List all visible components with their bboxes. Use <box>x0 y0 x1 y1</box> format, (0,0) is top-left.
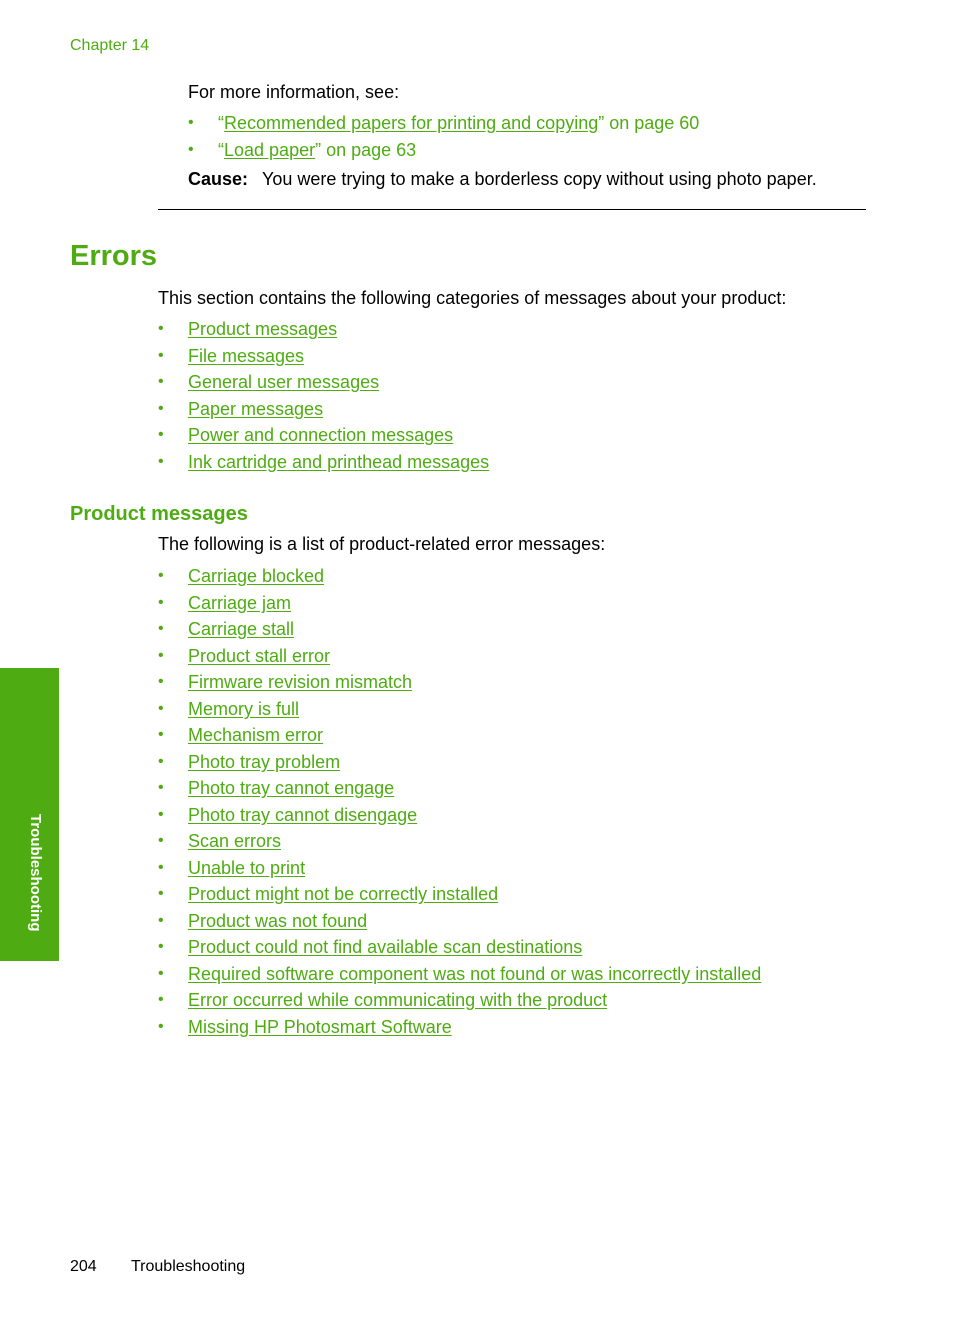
list-link[interactable]: Product could not find available scan destinations <box>188 937 583 957</box>
bullet-icon: • <box>158 452 164 470</box>
list-item <box>158 856 761 883</box>
list-link[interactable]: Carriage blocked <box>188 566 325 586</box>
bullet-icon: • <box>158 567 164 584</box>
bullet-icon: • <box>158 964 164 982</box>
quote-open: “ <box>218 113 224 133</box>
list-item <box>158 423 489 450</box>
link-load-paper[interactable]: Load paper <box>224 140 316 160</box>
bullet-icon: • <box>158 991 164 1008</box>
list-item <box>158 935 761 962</box>
subsection-title: Product messages <box>70 503 248 525</box>
bullet-icon: • <box>158 699 164 717</box>
bullet-icon: • <box>158 373 164 390</box>
bullet-icon: • <box>188 114 194 131</box>
list-link[interactable]: Firmware revision mismatch <box>188 672 413 692</box>
error-link-list <box>158 564 761 1041</box>
list-link[interactable]: File messages <box>188 345 305 366</box>
bullet-icon: • <box>158 593 164 611</box>
bullet-icon: • <box>158 620 164 637</box>
bullet-icon: • <box>158 858 164 876</box>
bullet-icon: • <box>158 752 164 770</box>
list-link[interactable]: Carriage jam <box>188 592 292 613</box>
list-link[interactable]: Paper messages <box>188 398 324 419</box>
list-link[interactable]: Photo tray problem <box>188 751 341 772</box>
bullet-icon: • <box>158 426 164 443</box>
list-item <box>158 962 761 989</box>
list-link[interactable]: Product stall error <box>188 645 331 666</box>
list-link[interactable]: Power and connection messages <box>188 425 454 445</box>
list-item <box>158 1015 761 1042</box>
list-link[interactable]: Carriage stall <box>188 619 295 639</box>
list-item <box>158 803 761 830</box>
list-link[interactable]: Product was not found <box>188 910 368 931</box>
bullet-icon: • <box>158 399 164 417</box>
more-info-text: For more information, see: <box>188 82 400 102</box>
list-item <box>158 776 761 803</box>
divider <box>158 209 866 210</box>
page-reference: ” on page 63 <box>315 140 417 160</box>
list-link[interactable]: Required software component was not found or was incorrectly installed <box>188 963 762 984</box>
section-intro: This section contains the following categories of messages about your product: <box>158 288 787 308</box>
chapter-label: Chapter 14 <box>70 37 150 54</box>
page-reference: ” on page 60 <box>598 113 700 133</box>
list-link[interactable]: Scan errors <box>188 831 282 851</box>
list-item <box>158 723 761 750</box>
bullet-icon: • <box>158 673 164 690</box>
bullet-icon: • <box>158 911 164 929</box>
list-item <box>158 909 761 936</box>
section-title: Errors <box>70 240 158 272</box>
bullet-icon: • <box>158 1017 164 1035</box>
bullet-icon: • <box>158 346 164 364</box>
list-item <box>158 317 489 344</box>
link-recommended-papers[interactable]: Recommended papers for printing and copying <box>224 113 599 133</box>
list-item <box>158 697 761 724</box>
bullet-icon: • <box>158 779 164 796</box>
list-item <box>158 397 489 424</box>
list-item <box>158 564 761 591</box>
bullet-icon: • <box>158 726 164 743</box>
list-item <box>158 644 761 671</box>
list-item <box>158 829 761 856</box>
list-link[interactable]: Unable to print <box>188 857 306 878</box>
side-tab-label: Troubleshooting <box>27 814 44 932</box>
list-link[interactable]: Missing HP Photosmart Software <box>188 1016 452 1037</box>
list-item <box>158 370 489 397</box>
list-link[interactable]: Photo tray cannot engage <box>188 778 395 798</box>
list-item <box>188 111 699 138</box>
section-link-list <box>158 317 489 476</box>
bullet-icon: • <box>158 320 164 337</box>
bullet-icon: • <box>158 805 164 823</box>
list-link[interactable]: Product messages <box>188 319 338 339</box>
list-link[interactable]: Memory is full <box>188 698 300 719</box>
bullet-icon: • <box>158 885 164 902</box>
list-item <box>158 617 761 644</box>
subsection-intro: The following is a list of product-related error messages: <box>158 534 606 554</box>
bullet-icon: • <box>188 141 194 158</box>
cause-paragraph <box>188 169 817 190</box>
quote-open: “ <box>218 140 224 160</box>
footer-section: Troubleshooting <box>131 1258 246 1275</box>
list-item <box>188 138 699 165</box>
bullet-icon: • <box>158 646 164 664</box>
page-number: 204 <box>70 1258 97 1275</box>
list-item <box>158 988 761 1015</box>
list-item <box>158 450 489 477</box>
list-link[interactable]: Photo tray cannot disengage <box>188 804 418 825</box>
list-link[interactable]: Ink cartridge and printhead messages <box>188 451 490 472</box>
bullet-icon: • <box>158 832 164 849</box>
cause-text: You were trying to make a borderless copy without using photo paper. <box>262 169 817 189</box>
list-item <box>158 670 761 697</box>
bullet-icon: • <box>158 938 164 955</box>
list-link[interactable]: Product might not be correctly installed <box>188 884 499 904</box>
more-info-list <box>188 111 699 165</box>
list-link[interactable]: Mechanism error <box>188 725 324 745</box>
list-link[interactable]: Error occurred while communicating with the product <box>188 990 608 1010</box>
list-item <box>158 882 761 909</box>
list-link[interactable]: General user messages <box>188 372 380 392</box>
cause-label: Cause: <box>188 169 249 189</box>
list-item <box>158 591 761 618</box>
list-item <box>158 344 489 371</box>
list-item <box>158 750 761 777</box>
